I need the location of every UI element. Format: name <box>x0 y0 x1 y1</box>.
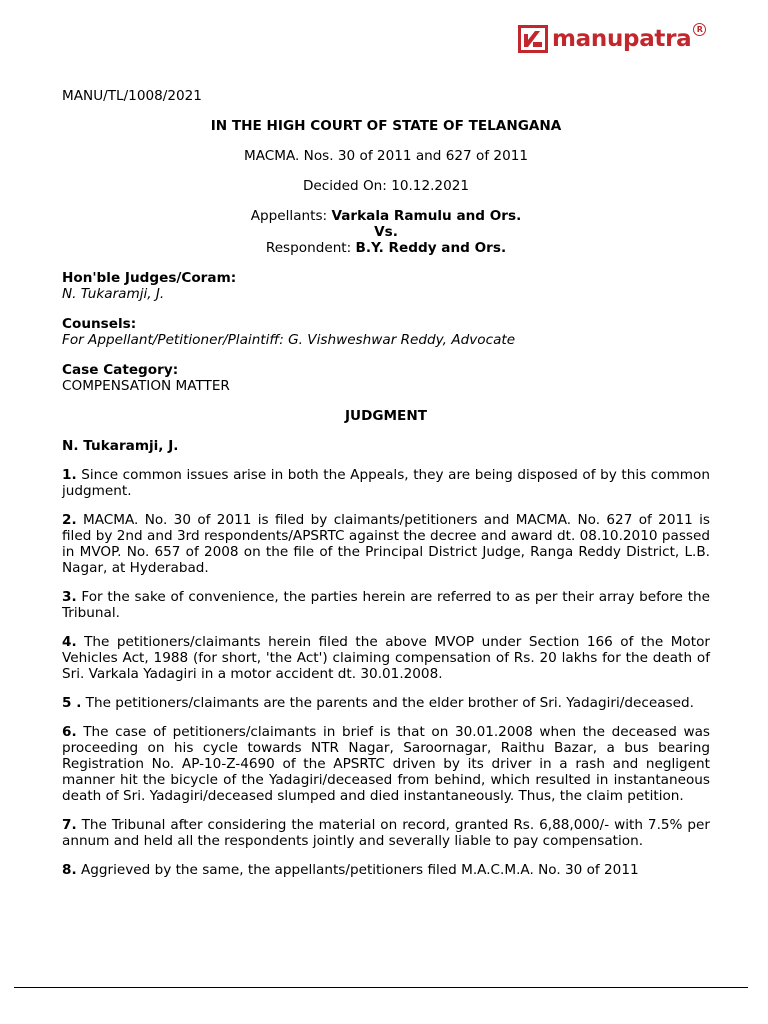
paragraph-number: 3. <box>62 589 77 605</box>
case-numbers: MACMA. Nos. 30 of 2011 and 627 of 2011 <box>243 148 529 164</box>
judges-value: N. Tukaramji, J. <box>62 286 165 302</box>
document-body <box>62 88 710 878</box>
paragraph-number: 8. <box>62 862 77 878</box>
registered-mark: R <box>693 23 706 36</box>
paragraph-text: For the sake of convenience, the parties herein are referred to as per their array before the Tribunal. <box>62 589 710 621</box>
respondent-line <box>62 240 710 256</box>
respondent-label: Respondent: <box>265 240 356 256</box>
paragraph-text: The petitioners/claimants are the parents and the elder brother of Sri. Yadagiri/deceased. <box>81 695 694 711</box>
paragraph-text: Since common issues arise in both the Appeals, they are being disposed of by this common judgment. <box>62 467 710 499</box>
decided-on: Decided On: 10.12.2021 <box>302 178 470 194</box>
case-category-heading: Case Category: <box>62 362 179 378</box>
paragraph-text: The case of petitioners/claimants in brief is that on 30.01.2008 when the deceased was proceeding on his cycle towards NTR Nagar, Saroornagar, Raithu Bazar, a bus bearing Registration No. AP-10-Z-4690 of the APSRTC driven by its driver in a rash and negligent manner hit the bicycle of the Yadagiri/deceased from behind, which resulted in instantaneous death of Sri. Yadagiri/deceased slumped and died instantaneously. Thus, the claim petition. <box>62 724 710 804</box>
paragraph-5 <box>62 695 710 711</box>
paragraph-4 <box>62 634 710 682</box>
appellants-names: Varkala Ramulu and Ors. <box>331 208 522 224</box>
paragraph-text: The petitioners/claimants herein filed the above MVOP under Section 166 of the Motor Vehicles Act, 1988 (for short, 'the Act') claiming compensation of Rs. 20 lakhs for the death of Sri. Varkala Yadagiri in a motor accident dt. 30.01.2008. <box>62 634 710 682</box>
appellants-line <box>62 208 710 224</box>
paragraph-number: 7. <box>62 817 77 833</box>
judgment-author: N. Tukaramji, J. <box>62 438 179 454</box>
paragraph-number: 4. <box>62 634 77 650</box>
paragraph-text: Aggrieved by the same, the appellants/petitioners filed M.A.C.M.A. No. 30 of 2011 <box>76 862 639 878</box>
manupatra-logo-icon <box>518 25 548 53</box>
appellants-label: Appellants: <box>250 208 332 224</box>
respondent-names: B.Y. Reddy and Ors. <box>355 240 507 256</box>
citation: MANU/TL/1008/2021 <box>62 88 202 104</box>
manupatra-logo <box>518 23 706 55</box>
counsels-value: For Appellant/Petitioner/Plaintiff: G. Vishweshwar Reddy, Advocate <box>62 332 516 348</box>
logo-wordmark: manupatra <box>552 25 692 52</box>
paragraph-text: The Tribunal after considering the material on record, granted Rs. 6,88,000/- with 7.5% per annum and held all the respondents jointly and severally liable to pay compensation. <box>62 817 710 849</box>
paragraph-8 <box>62 862 710 878</box>
paragraph-number: 5 . <box>62 695 82 711</box>
footer-divider <box>14 987 748 988</box>
paragraph-3 <box>62 589 710 621</box>
judges-heading: Hon'ble Judges/Coram: <box>62 270 237 286</box>
paragraph-1 <box>62 467 710 499</box>
counsels-heading: Counsels: <box>62 316 137 332</box>
paragraph-number: 2. <box>62 512 77 528</box>
paragraph-6 <box>62 724 710 804</box>
versus: Vs. <box>374 224 398 240</box>
paragraph-7 <box>62 817 710 849</box>
court-title: IN THE HIGH COURT OF STATE OF TELANGANA <box>210 118 562 134</box>
paragraph-2 <box>62 512 710 576</box>
case-category-value: COMPENSATION MATTER <box>62 378 230 394</box>
paragraph-number: 6. <box>62 724 77 740</box>
paragraph-number: 1. <box>62 467 77 483</box>
judgment-heading: JUDGMENT <box>344 408 427 424</box>
paragraph-text: MACMA. No. 30 of 2011 is filed by claimants/petitioners and MACMA. No. 627 of 2011 is filed by 2nd and 3rd respondents/APSRTC against the decree and award dt. 08.10.2010 passed in MVOP. No. 657 of 2008 on the file of the Principal District Judge, Ranga Reddy District, L.B. Nagar, at Hyderabad. <box>62 512 710 576</box>
